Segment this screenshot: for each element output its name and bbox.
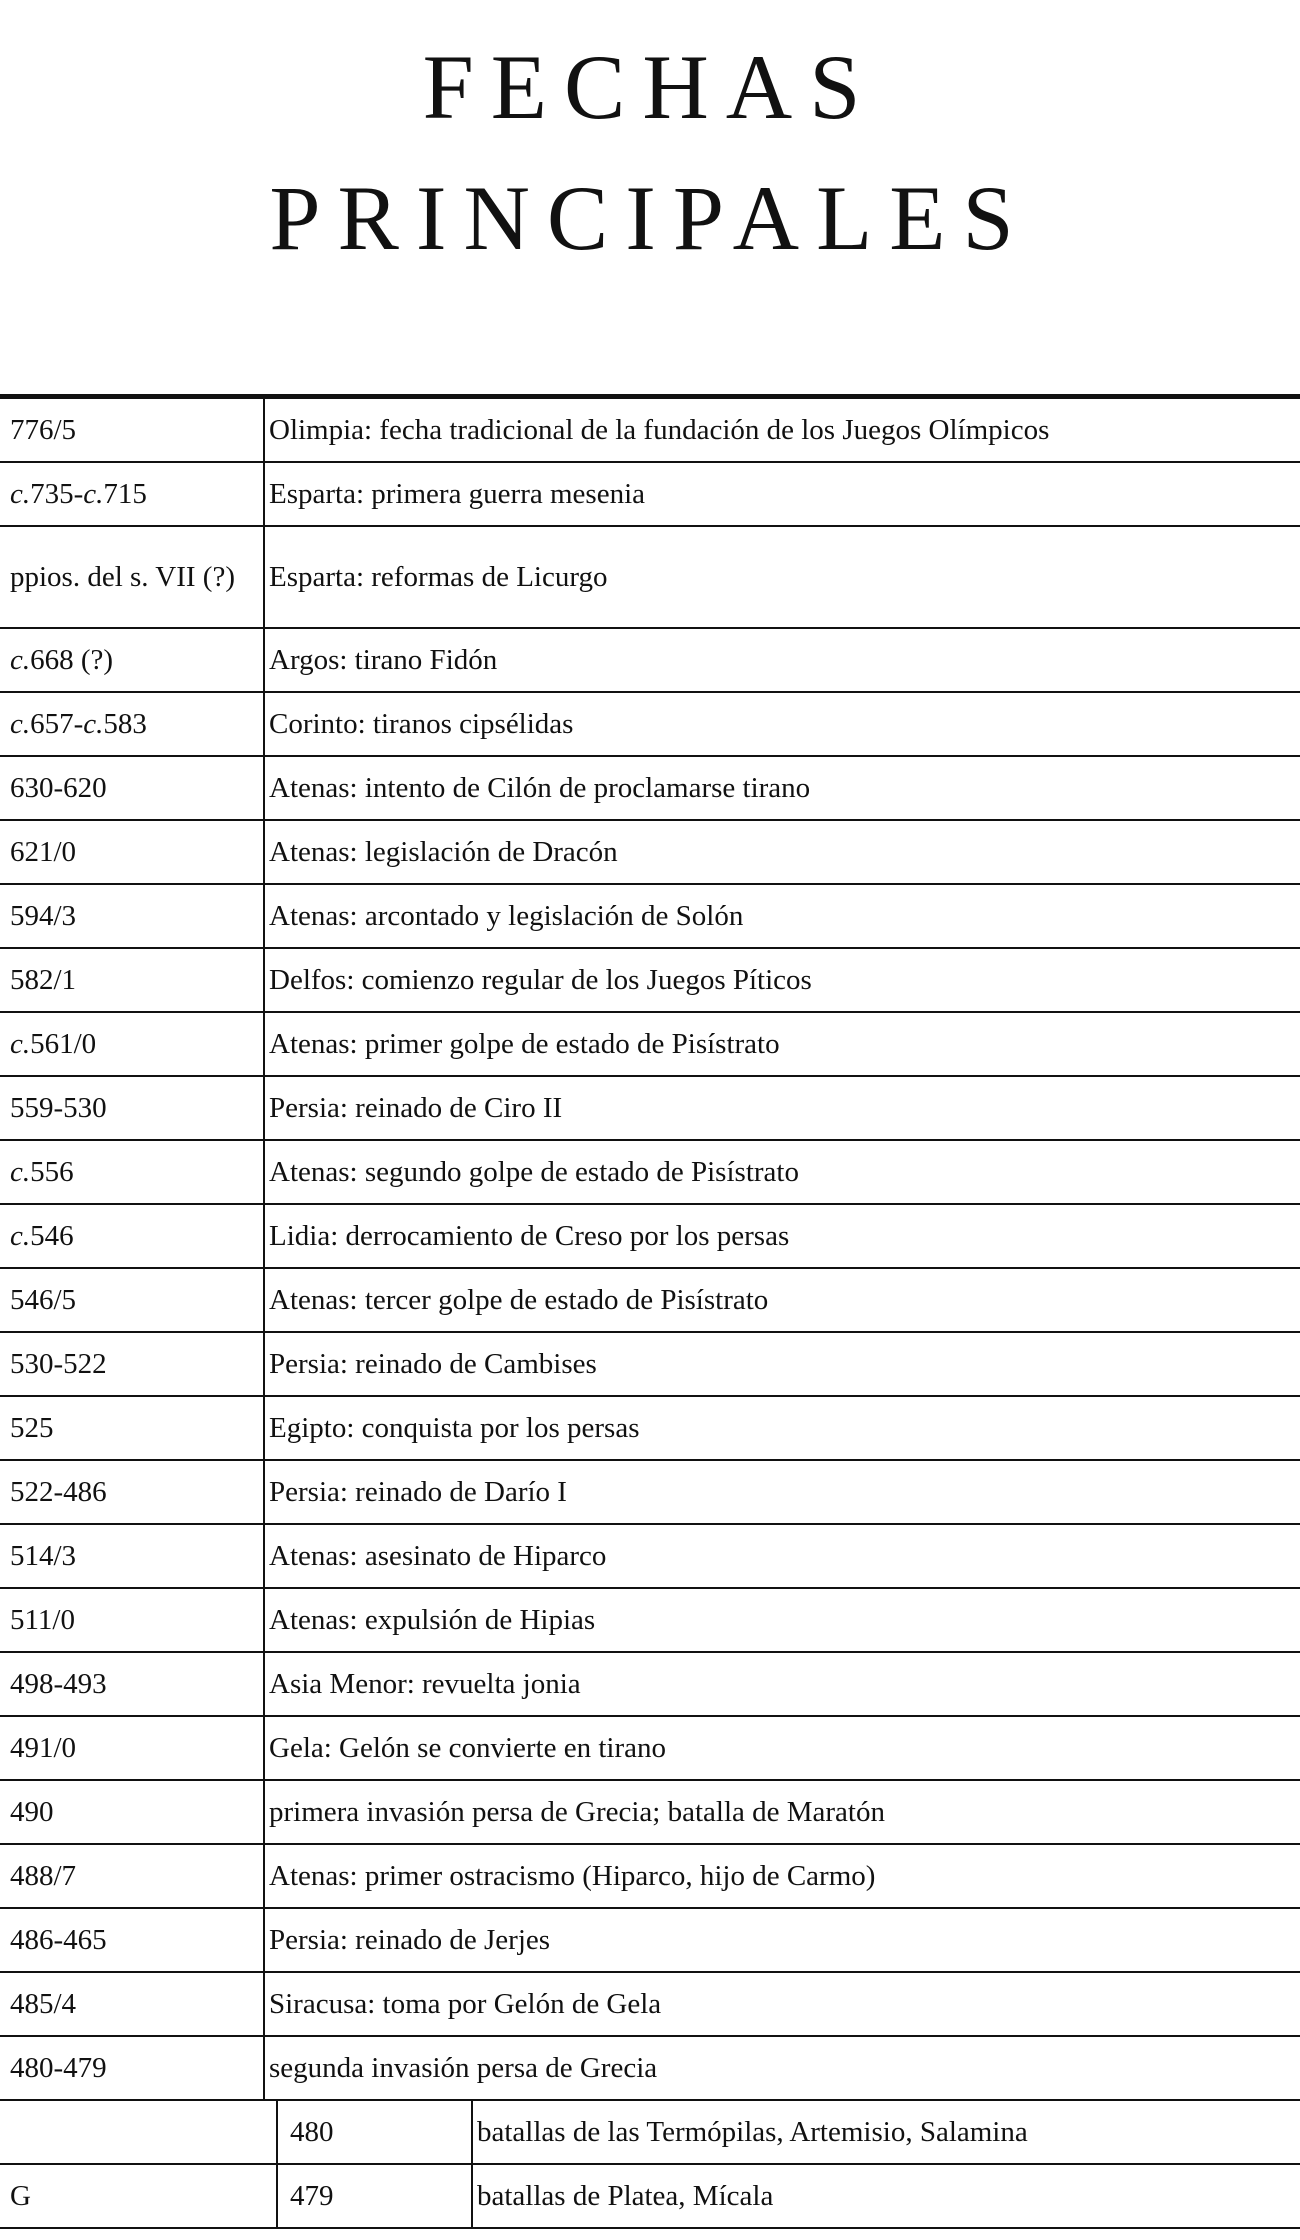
year-cell: 479 [278, 2165, 473, 2227]
date-cell: c. 735- c. 715 [0, 463, 265, 525]
table-row [0, 463, 1300, 527]
event-cell: Olimpia: fecha tradicional de la fundación de los Juegos Olímpicos [269, 414, 1050, 446]
table-row [0, 1781, 1300, 1845]
table-row [0, 1845, 1300, 1909]
date-cell: 480-479 [0, 2037, 265, 2099]
table-row [0, 949, 1300, 1013]
event-cell: Persia: reinado de Jerjes [269, 1924, 551, 1956]
table-row [0, 1717, 1300, 1781]
date-cell: 621/0 [0, 821, 265, 883]
event-cell: Gela: Gelón se convierte en tirano [269, 1732, 666, 1764]
event-cell: segunda invasión persa de Grecia [269, 2052, 658, 2084]
event-cell: batallas de Platea, Mícala [477, 2180, 774, 2212]
date-cell: 546/5 [0, 1269, 265, 1331]
date-cell: 522-486 [0, 1461, 265, 1523]
table-row [0, 1525, 1300, 1589]
page-title [0, 22, 1300, 284]
event-cell: primera invasión persa de Grecia; batalla de Maratón [269, 1796, 885, 1828]
table-row [0, 757, 1300, 821]
date-cell: c. 668 (?) [0, 629, 265, 691]
table-row [0, 1589, 1300, 1653]
table-row [0, 1077, 1300, 1141]
event-cell: Atenas: segundo golpe de estado de Pisístrato [269, 1156, 799, 1188]
event-cell: Persia: reinado de Darío I [269, 1476, 567, 1508]
event-cell: Lidia: derrocamiento de Creso por los persas [269, 1220, 790, 1252]
table-row [0, 1205, 1300, 1269]
table-row [0, 1973, 1300, 2037]
date-cell: 491/0 [0, 1717, 265, 1779]
event-cell: Delfos: comienzo regular de los Juegos Píticos [269, 964, 812, 996]
date-cell: 559-530 [0, 1077, 265, 1139]
event-cell: Argos: tirano Fidón [269, 644, 498, 676]
date-cell: 511/0 [0, 1589, 265, 1651]
table-row [0, 1909, 1300, 1973]
table-row [0, 1141, 1300, 1205]
title-line-1: FECHAS [422, 36, 878, 138]
event-cell: Asia Menor: revuelta jonia [269, 1668, 581, 1700]
nested-cell [276, 2101, 1300, 2163]
dates-table [0, 394, 1300, 2229]
table-row [0, 1013, 1300, 1077]
table-row [0, 2037, 1300, 2101]
date-cell: 525 [0, 1397, 265, 1459]
event-cell: Atenas: expulsión de Hipias [269, 1604, 596, 1636]
date-cell: 582/1 [0, 949, 265, 1011]
table-row [0, 527, 1300, 629]
date-cell: ppios. del s. VII (?) [0, 527, 265, 627]
table-row [0, 821, 1300, 885]
date-cell: 514/3 [0, 1525, 265, 1587]
date-cell: G [10, 2180, 31, 2212]
event-cell: Corinto: tiranos cipsélidas [269, 708, 574, 740]
event-cell: Persia: reinado de Cambises [269, 1348, 597, 1380]
date-cell: 485/4 [0, 1973, 265, 2035]
event-cell: Atenas: arcontado y legislación de Solón [269, 900, 744, 932]
event-cell: Atenas: asesinato de Hiparco [269, 1540, 607, 1572]
table-row [0, 1461, 1300, 1525]
event-cell: Atenas: tercer golpe de estado de Pisístrato [269, 1284, 769, 1316]
date-cell: 486-465 [0, 1909, 265, 1971]
table-row [0, 1653, 1300, 1717]
event-cell: Persia: reinado de Ciro II [269, 1092, 563, 1124]
event-cell: Egipto: conquista por los persas [269, 1412, 640, 1444]
date-cell: c. 546 [0, 1205, 265, 1267]
event-cell: Atenas: primer ostracismo (Hiparco, hijo de Carmo) [269, 1860, 876, 1892]
date-cell: 530-522 [0, 1333, 265, 1395]
table-row [0, 1397, 1300, 1461]
date-cell: 630-620 [0, 757, 265, 819]
table-subrow [0, 2165, 1300, 2229]
event-cell: Esparta: primera guerra mesenia [269, 478, 646, 510]
date-cell: 490 [0, 1781, 265, 1843]
table-subrow [0, 2101, 1300, 2165]
date-cell: 594/3 [0, 885, 265, 947]
table-row [0, 693, 1300, 757]
date-cell: 776/5 [0, 399, 265, 461]
date-cell: c. 657- c. 583 [0, 693, 265, 755]
event-cell: Atenas: intento de Cilón de proclamarse tirano [269, 772, 811, 804]
nested-cell [276, 2165, 1300, 2227]
event-cell: Atenas: legislación de Dracón [269, 836, 618, 868]
date-cell: c. 561/0 [0, 1013, 265, 1075]
date-cell: c. 556 [0, 1141, 265, 1203]
event-cell: batallas de las Termópilas, Artemisio, Salamina [477, 2116, 1028, 2148]
date-cell [0, 2101, 270, 2163]
table-row [0, 399, 1300, 463]
table-row [0, 629, 1300, 693]
date-cell: 488/7 [0, 1845, 265, 1907]
event-cell: Siracusa: toma por Gelón de Gela [269, 1988, 662, 2020]
event-cell: Esparta: reformas de Licurgo [269, 561, 608, 593]
date-cell: 498-493 [0, 1653, 265, 1715]
table-row [0, 885, 1300, 949]
table-row [0, 1269, 1300, 1333]
table-row [0, 1333, 1300, 1397]
event-cell: Atenas: primer golpe de estado de Pisístrato [269, 1028, 780, 1060]
year-cell: 480 [278, 2101, 473, 2163]
title-line-2: PRINCIPALES [269, 167, 1031, 269]
